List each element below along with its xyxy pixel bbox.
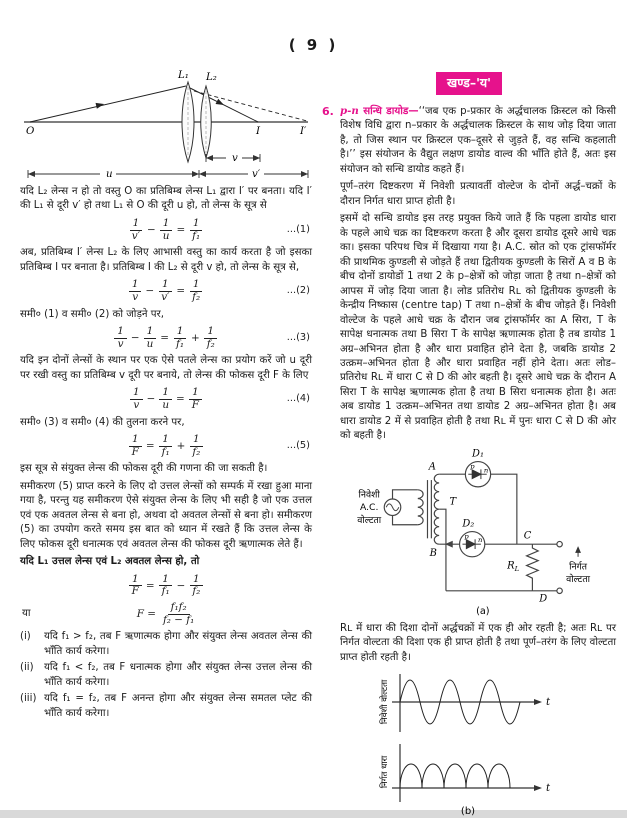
label-diode-D2: D₂: [462, 518, 475, 530]
figure-a-caption: (a): [476, 606, 490, 618]
circuit-figure: [340, 447, 616, 619]
list-item-marker: (ii): [20, 662, 34, 674]
paragraph-virtual-object: अब, प्रतिबिम्ब I′ लेन्स L₂ के लिए आभासी वस्तु का कार्य करता है जो इसका प्रतिबिम्ब I पर बनाता है। प्रतिबिम्ब I की L₂ से दूरी v हो, तो लेन्स के सूत्र से,: [20, 247, 312, 273]
paragraph-definition: [340, 104, 616, 177]
right-column: [322, 72, 616, 818]
output-label-line1: निर्गत: [569, 561, 588, 573]
waveform-figure: [340, 668, 616, 816]
equation-1: [20, 218, 312, 242]
wire: [393, 515, 418, 524]
list-item-text: यदि f₁ > f₂, तब F ऋणात्मक होगा और संयुक्त लेन्स अवतल लेन्स की भाँति कार्य करेगा।: [44, 631, 312, 657]
section-header-wrap: [322, 72, 616, 95]
paragraph-circuit-description: इसमें दो सन्धि डायोड इस तरह प्रयुक्त किये जाते हैं कि पहला डायोड धारा के पहले आधे चक्र का दिष्टकरण करता है और दूसरा डायोड दूसरे आधे चक्र का। इसका परिपथ चित्र में दिखाया गया है। A.C. स्रोत को एक ट्रांसफॉर्मर की प्राथमिक कुण्डली से जोड़ते हैं तथा द्वितीयक कुण्डली के सिरों A व B के बीच दोनों डायोडों 1 तथा 2 के p–क्षेत्रों को जोड़ा जाता है तथा n–क्षेत्रों को आपस में जोड़ दिया जाता है। लोड प्रतिरोध Rʟ को द्वितीयक कुण्डली के केन्द्रीय निष्कास (centre tap) T तथा n–क्षेत्रों के बीच जोड़ते हैं। निवेशी वोल्टेज के पहले आधे चक्र के दौरान जब ट्रांसफॉर्मर का A सिरा, T के सापेक्ष धनात्मक तथा B सिरा T के सापेक्ष ऋणात्मक होता है तब डायोड 1 अग्र–अभिनत होता है और धारा प्रवाहित होने देता है, जबकि डायोड 2 उत्क्रम–अभिनत होता है और धारा प्रवाहित नहीं होने देता। अतः लोड–प्रतिरोध Rʟ में धारा C से D की ओर बहती है। दूसरे आधे चक्र के दौरान A सिरा T के सापेक्ष ऋणात्मक होता है तथा B सिरा धनात्मक होता है। अतः अब डायोड 1 उत्क्रम–अभिनत तथा डायोड 2 अग्र–अभिनत होता है। अब धारा डायोड 2 में से प्रवाहित होती है तथा Rʟ में पुनः धारा C से D की ओर को बहती है।: [340, 213, 616, 442]
input-label-line1: निवेशी: [358, 489, 380, 501]
equation-2-body: $\frac{1}{v}$ − $\frac{1}{v'}$ = $\frac{1}{\text{f₂}}$: [128, 286, 204, 297]
equation-3-number: ...(3): [286, 332, 310, 344]
equation-2: [20, 279, 312, 303]
label-p-region-d2: p: [464, 532, 469, 541]
primary-coil: [418, 490, 423, 525]
input-output-waveforms: [378, 668, 578, 816]
equation-7-body: F = $\frac{\text{f₁f₂}}{\text{f₂ − f₁}}$: [136, 600, 195, 626]
label-node-D: D: [539, 593, 548, 605]
equation-4-number: ...(4): [286, 393, 310, 405]
equation-7: [20, 602, 312, 626]
paragraph-compare-equations: समी० (3) व समी० (4) की तुलना करने पर,: [20, 416, 185, 428]
label-center-tap-T: T: [449, 496, 457, 508]
list-item-text: यदि f₁ = f₂, तब F अनन्त होगा और संयुक्त लेन्स समतल प्लेट की भाँति कार्य करेगा।: [44, 693, 312, 719]
list-item: [20, 692, 312, 721]
label-p-region-d1: p: [470, 462, 475, 471]
figure-b-caption: (b): [460, 806, 476, 818]
label-node-C: C: [523, 530, 532, 542]
dim-arrow: [28, 171, 35, 177]
label-lens-L2: L₂: [206, 72, 217, 83]
load-resistor: [527, 544, 539, 591]
equation-2-number: ...(2): [286, 285, 310, 297]
ray-arrow: [216, 99, 226, 108]
output-rectified-wave: [400, 764, 510, 788]
dimension-u-vprime: [28, 170, 308, 178]
question-6: [322, 104, 616, 817]
label-object-O: O: [26, 126, 35, 137]
list-item: [20, 661, 312, 690]
dim-arrow: [253, 155, 260, 161]
center-tap-wire: [439, 509, 446, 591]
label-diode-D1: D₁: [472, 448, 484, 460]
lens-ray-diagram: [20, 68, 312, 182]
label-terminal-A: A: [428, 461, 436, 473]
paragraph-output-direction: Rʟ में धारा की दिशा दोनों अर्द्धचक्रों में एक ही ओर रहती है; अतः Rʟ पर निर्गत वोल्टता की दिशा एक ही प्राप्त होती है तथा पूर्ण–तरंग के लिए वोल्टता प्राप्त होती रहती है।: [340, 622, 616, 663]
sine-icon: [386, 504, 399, 511]
ylabel-input-voltage: निवेशी वोल्टता: [380, 680, 390, 725]
equation-5: [20, 434, 312, 458]
incident-ray: [30, 86, 186, 122]
paragraph-fullwave-intro: पूर्ण–तरंग दिष्टकरण में निवेशी प्रत्यावर्ती वोल्टेज के दोनों अर्द्ध–चक्रों के दौरान निर्गत धारा प्राप्त होती है।: [340, 181, 616, 207]
input-label-line2: A.C.: [359, 502, 379, 514]
label-lens-L1: L₁: [178, 70, 189, 81]
paragraph-sign-convention: समीकरण (5) प्राप्त करने के लिए दो उत्तल लेन्सों को सम्पर्क में रखा हुआ माना गया है, परन्तु यह समीकरण ऐसे संयुक्त लेन्स के लिए भी सही है जो एक उत्तल एवं एक अवतल लेन्स से बना हो, अथवा दो अवतल लेन्सों से बना हो। समीकरण (5) का उपयोग करते समय इस बात को ध्यान में रखते हैं कि उत्तल लेन्स के लिए फोकस दूरी धनात्मक एवं अवतल लेन्स की फोकस दूरी ऋणात्मक लेते हैं।: [20, 480, 312, 550]
list-item-text: यदि f₁ < f₂, तब F धनात्मक होगा और संयुक्त लेन्स उत्तल लेन्स की भाँति कार्य करेगा।: [44, 662, 312, 688]
page-number: ( 9 ): [288, 36, 339, 54]
label-t-top: t: [546, 697, 551, 709]
paragraph-formula-use: इस सूत्र से संयुक्त लेन्स की फोकस दूरी की गणना की जा सकती है।: [20, 463, 268, 475]
label-load-resistor: $R_L$: [507, 560, 520, 573]
label-distance-v-prime: v′: [252, 169, 261, 180]
dim-arrow: [192, 171, 199, 177]
equation-3-body: $\frac{1}{v}$ − $\frac{1}{u}$ = $\frac{1}{\text{f₁}}$ + $\frac{1}{\text{f₂}}$: [113, 333, 219, 344]
label-image-I-prime: I′: [300, 126, 307, 137]
equation-6: [20, 574, 312, 598]
output-arrow-head: [575, 546, 581, 553]
axis-arrow: [534, 785, 542, 791]
equation-1-number: ...(1): [286, 224, 310, 236]
equation-1-body: $\frac{1}{v'}$ − $\frac{1}{u}$ = $\frac{1}{\text{f₁}}$: [128, 225, 204, 236]
ylabel-output-current: निर्गत धारा: [380, 756, 390, 789]
list-item-marker: (iii): [20, 693, 37, 705]
secondary-coil: [434, 474, 439, 544]
full-wave-rectifier-circuit: [342, 447, 614, 619]
question-number: 6.: [322, 104, 334, 118]
output-terminal: [557, 588, 562, 593]
question-title: सन्धि डायोड—: [358, 105, 419, 117]
equation-3: [20, 326, 312, 350]
label-distance-u: u: [106, 169, 113, 180]
label-image-I: I: [256, 126, 261, 137]
label-n-region-d1: n: [483, 466, 489, 475]
label-terminal-B: B: [429, 547, 437, 559]
section-badge: खण्ड–'य': [436, 72, 502, 95]
input-label-line3: वोल्टता: [357, 514, 382, 526]
paragraph-add-equations: समी० (1) व समी० (2) को जोड़ने पर,: [20, 308, 164, 320]
question-title-pn: p-n: [340, 104, 359, 117]
case-list: [20, 630, 312, 721]
wire: [491, 474, 517, 544]
label-n-region-d2: n: [478, 536, 483, 545]
equation-5-body: $\frac{1}{F}$ = $\frac{1}{\text{f₁}}$ + $\frac{1}{\text{f₂}}$: [128, 441, 205, 452]
left-column: [20, 68, 312, 723]
label-distance-v: v: [232, 153, 238, 164]
equation-4-body: $\frac{1}{v}$ − $\frac{1}{u}$ = $\frac{1}{F}$: [129, 394, 203, 405]
list-item-marker: (i): [20, 631, 31, 643]
list-item: [20, 630, 312, 659]
dim-arrow: [199, 171, 206, 177]
paragraph-thin-lens: यदि इन दोनों लेन्सों के स्थान पर एक ऐसे पतले लेन्स का प्रयोग करें जो u दूरी पर रखी वस्तु का प्रतिबिम्ब v दूरी पर बनाये, तो लेन्स की फोकस दूरी F के लिए: [20, 355, 312, 381]
label-t-bottom: t: [546, 783, 551, 795]
dim-arrow: [301, 171, 308, 177]
equation-6-body: $\frac{1}{F}$ = $\frac{1}{\text{f₁}}$ − $\frac{1}{\text{f₂}}$: [128, 581, 205, 592]
equation-7-lead: या: [22, 607, 31, 619]
output-label-line2: वोल्टता: [566, 573, 590, 585]
definition-text: ‘‘जब एक p-प्रकार के अर्द्धचालक क्रिस्टल को किसी विशेष विधि द्वारा n–प्रकार के अर्द्धचालक क्रिस्टल के साथ जोड़ दिया जाता है, तो जिस स्थान पर क्रिस्टल एक–दूसरे से जुड़ते हैं, वह सन्धि कहलाती है।’’ इस संयोजन के वैद्युत लक्षण डायोड वाल्व की भाँति होते हैं, अतः इस संयोजन को सन्धि डायोड कहते हैं।: [340, 105, 616, 175]
equation-4: [20, 387, 312, 411]
axis-arrow: [534, 699, 542, 705]
paragraph-lens-intro: यदि L₂ लेन्स न हो तो वस्तु O का प्रतिबिम्ब लेन्स L₁ द्वारा I′ पर बनता। यदि I′ की L₁ से दूरी v′ हो तथा L₁ से O की दूरी u हो, तो लेन्स के सूत्र से: [20, 186, 312, 212]
output-terminal: [557, 541, 562, 546]
wire: [393, 490, 418, 499]
paragraph-convex-concave-case: यदि L₁ उत्तल लेन्स एवं L₂ अवतल लेन्स हो, तो: [20, 556, 200, 568]
equation-5-number: ...(5): [286, 440, 310, 452]
